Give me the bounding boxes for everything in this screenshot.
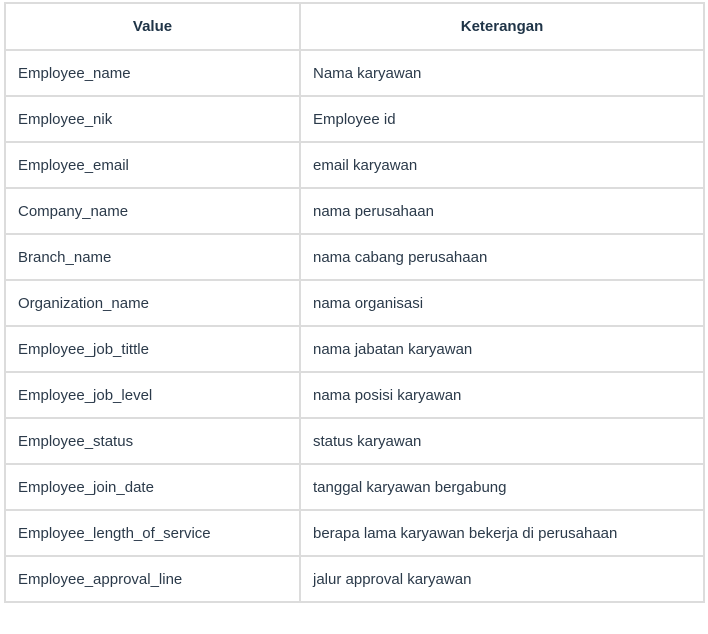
table-body	[5, 50, 704, 602]
value-cell: Employee_status	[5, 418, 300, 464]
value-cell: Organization_name	[5, 280, 300, 326]
header-row	[5, 3, 704, 50]
description-cell: email karyawan	[300, 142, 704, 188]
value-cell: Employee_approval_line	[5, 556, 300, 602]
description-cell: status karyawan	[300, 418, 704, 464]
table-row	[5, 464, 704, 510]
table-header	[5, 3, 704, 50]
table-row	[5, 142, 704, 188]
table-row	[5, 50, 704, 96]
value-cell: Company_name	[5, 188, 300, 234]
table-row	[5, 418, 704, 464]
table-row	[5, 96, 704, 142]
column-header-value: Value	[5, 3, 300, 50]
description-cell: nama cabang perusahaan	[300, 234, 704, 280]
description-cell: nama jabatan karyawan	[300, 326, 704, 372]
value-cell: Employee_email	[5, 142, 300, 188]
value-cell: Employee_join_date	[5, 464, 300, 510]
table-row	[5, 234, 704, 280]
value-cell: Employee_nik	[5, 96, 300, 142]
description-cell: berapa lama karyawan bekerja di perusahaan	[300, 510, 704, 556]
description-cell: nama organisasi	[300, 280, 704, 326]
table-row	[5, 510, 704, 556]
description-cell: Nama karyawan	[300, 50, 704, 96]
table-row	[5, 372, 704, 418]
value-cell: Employee_length_of_service	[5, 510, 300, 556]
value-cell: Employee_job_level	[5, 372, 300, 418]
table-row	[5, 556, 704, 602]
description-cell: jalur approval karyawan	[300, 556, 704, 602]
column-header-keterangan: Keterangan	[300, 3, 704, 50]
table-row	[5, 188, 704, 234]
variables-table	[4, 2, 705, 603]
description-cell: tanggal karyawan bergabung	[300, 464, 704, 510]
table-row	[5, 326, 704, 372]
value-cell: Branch_name	[5, 234, 300, 280]
variables-table-container	[4, 2, 703, 603]
description-cell: nama posisi karyawan	[300, 372, 704, 418]
value-cell: Employee_name	[5, 50, 300, 96]
value-cell: Employee_job_tittle	[5, 326, 300, 372]
table-row	[5, 280, 704, 326]
description-cell: Employee id	[300, 96, 704, 142]
description-cell: nama perusahaan	[300, 188, 704, 234]
